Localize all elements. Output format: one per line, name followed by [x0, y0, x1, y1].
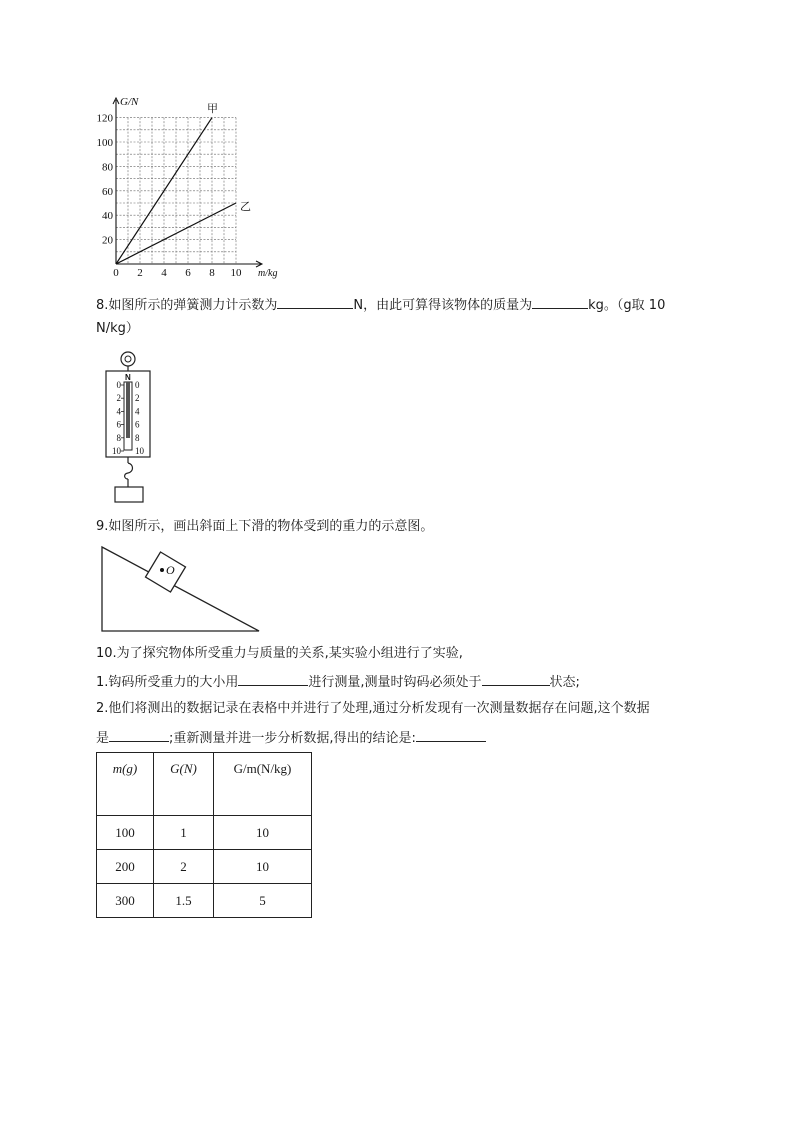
q8-prefix: 8.如图所示的弹簧测力计示数为: [96, 298, 278, 313]
x-tick-label: 0: [113, 267, 119, 279]
y-tick-label: 100: [96, 137, 113, 149]
g-m-graph: [88, 92, 298, 284]
cell-gravity: 1: [154, 816, 214, 850]
graph-grid: [116, 118, 236, 264]
x-tick-label: 2: [137, 267, 143, 279]
block-center-dot: [160, 568, 164, 572]
q10-blank-state[interactable]: [482, 671, 550, 686]
hanging-weight: [115, 487, 143, 502]
scale-unit: N: [125, 373, 131, 382]
scale-mark-left: 8: [116, 432, 121, 443]
cell-ratio: 10: [214, 816, 312, 850]
header-mass: m(g): [97, 753, 154, 816]
scale-mark-right: 10: [135, 446, 144, 456]
incline-figure: [94, 542, 266, 634]
x-tick-label: 10: [230, 267, 242, 279]
scale-mark-right: 6: [135, 419, 140, 430]
cell-mass: 300: [97, 884, 154, 918]
table-row: [97, 850, 312, 884]
cell-gravity: 1.5: [154, 884, 214, 918]
header-gravity: G(N): [154, 753, 214, 816]
incline-plane: [102, 547, 259, 631]
q8-blank-force[interactable]: [277, 294, 353, 309]
q8-suffix: kg。（g取 10: [588, 298, 666, 313]
q10-blank-conclusion[interactable]: [416, 727, 486, 742]
y-tick-label: 80: [102, 161, 113, 174]
q8-line-1: [96, 294, 665, 315]
q8-blank-mass[interactable]: [532, 294, 588, 309]
cell-mass: 100: [97, 816, 154, 850]
scale-mark-left: 6: [116, 419, 121, 430]
scale-mark-right: 0: [135, 380, 140, 390]
scale-mark-right: 2: [135, 393, 140, 404]
spring-scale-figure: [100, 350, 160, 506]
y-axis-label: G/N: [120, 96, 139, 108]
y-tick-label: 40: [102, 210, 113, 223]
x-tick-label: 8: [209, 267, 215, 279]
cell-mass: 200: [97, 850, 154, 884]
q10-p2-mid: ;重新测量并进一步分析数据,得出的结论是:: [169, 731, 416, 746]
x-tick-label: 6: [185, 267, 191, 279]
x-axis-label: m/kg: [258, 268, 278, 279]
q10-p1-prefix: 1.钩码所受重力的大小用: [96, 675, 239, 690]
scale-top-ring-outer: [121, 352, 135, 366]
block-center-label: O: [166, 563, 175, 577]
q10-part2-line1: 2.他们将测出的数据记录在表格中并进行了处理,通过分析发现有一次测量数据存在问题,这个数据: [96, 701, 650, 716]
x-tick-label: 4: [161, 267, 167, 279]
scale-mark-left: 10: [112, 446, 121, 456]
scale-mark-right: 8: [135, 432, 140, 443]
data-table: [96, 752, 312, 918]
q9-text: 9.如图所示，画出斜面上下滑的物体受到的重力的示意图。: [96, 519, 434, 534]
q10-intro: 10.为了探究物体所受重力与质量的关系,某实验小组进行了实验,: [96, 646, 463, 661]
scale-mark-right: 4: [135, 406, 140, 417]
scale-mark-left: 0: [116, 380, 121, 390]
graph-axes: [113, 98, 262, 267]
y-tick-label: 60: [102, 185, 113, 198]
cell-ratio: 10: [214, 850, 312, 884]
scale-top-ring-inner: [125, 356, 131, 362]
q10-p1-mid: 进行测量,测量时钩码必须处于: [308, 675, 482, 690]
scale-mark-left: 4: [116, 406, 121, 417]
scale-indicator: [126, 382, 130, 438]
q8-line-2: N/kg）: [96, 321, 139, 336]
line-b-label: 乙: [240, 200, 251, 213]
header-ratio: G/m(N/kg): [214, 753, 312, 816]
line-a-label: 甲: [207, 102, 218, 115]
cell-gravity: 2: [154, 850, 214, 884]
cell-ratio: 5: [214, 884, 312, 918]
scale-hook: [125, 463, 133, 479]
table-row: [97, 816, 312, 850]
q10-part2-line2: [96, 727, 486, 748]
q10-blank-instrument[interactable]: [238, 671, 308, 686]
y-tick-label: 20: [102, 234, 113, 247]
scale-mark-left: 2: [116, 393, 121, 404]
q10-p1-suffix: 状态;: [549, 675, 580, 690]
q10-blank-wrong-data[interactable]: [109, 727, 169, 742]
graph-tick-labels: [97, 113, 243, 279]
table-row: [97, 884, 312, 918]
y-tick-label: 120: [96, 112, 113, 125]
q10-part1: [96, 671, 580, 692]
q8-mid: N，由此可算得该物体的质量为: [353, 298, 533, 313]
q10-p2-prefix: 是: [96, 731, 110, 746]
table-header-row: [97, 753, 312, 816]
